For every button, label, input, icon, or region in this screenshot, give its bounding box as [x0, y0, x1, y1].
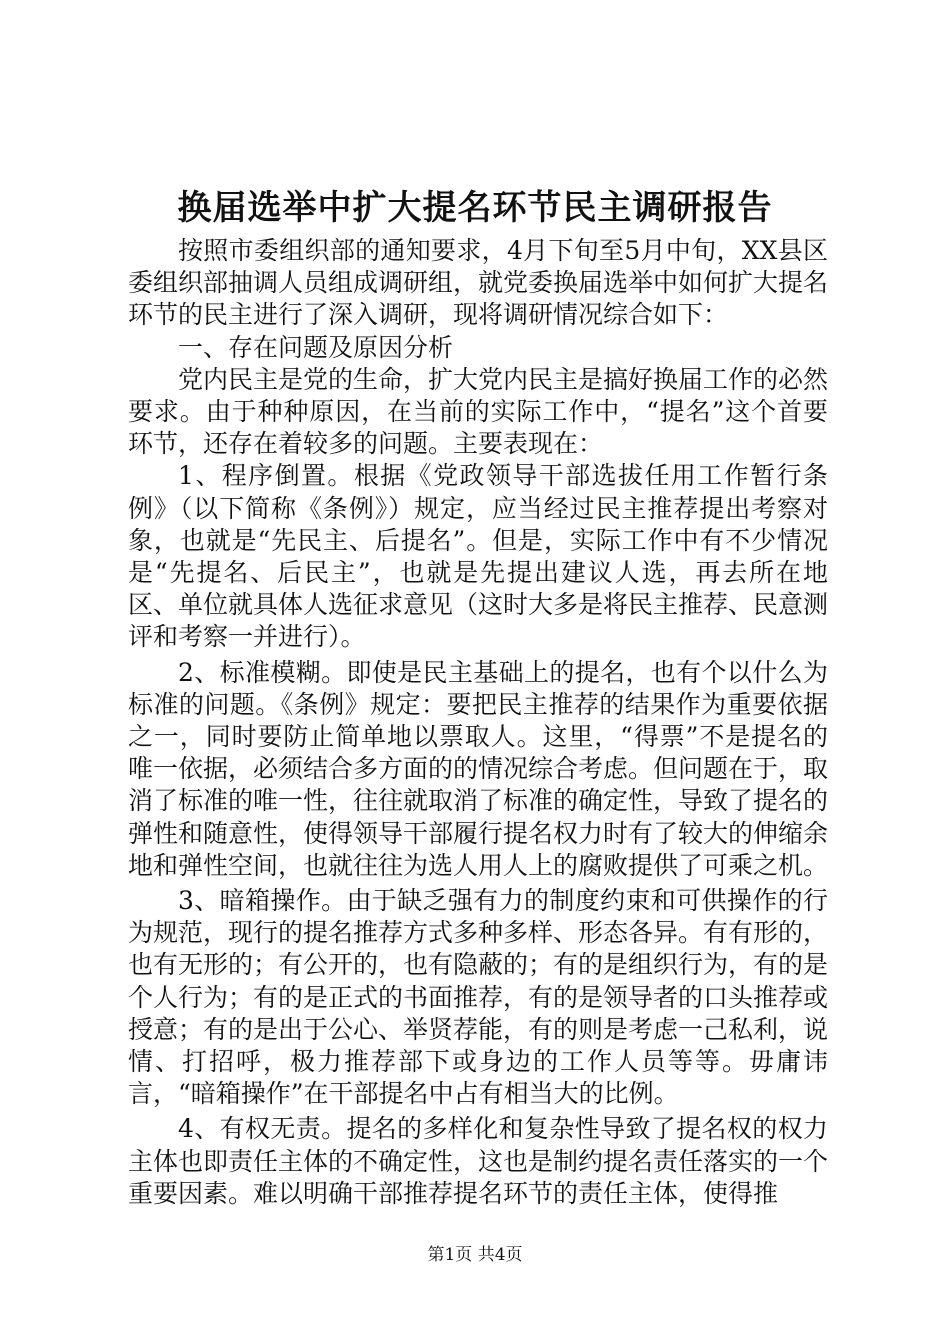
section-heading-1: 一、存在问题及原因分析	[178, 332, 454, 362]
document-body	[128, 235, 828, 1210]
paragraph-point-4: 4、有权无责。提名的多样化和复杂性导致了提名权的权力主体也即责任主体的不确定性，这也是制约提名责任落实的一个重要因素。难以明确干部推荐提名环节的责任主体，使得推	[128, 1114, 829, 1208]
paragraph-party-democracy: 党内民主是党的生命，扩大党内民主是搞好换届工作的必然要求。由于种种原因，在当前的实际工作中，“提名”这个首要环节，还存在着较多的问题。主要表现在：	[128, 364, 829, 459]
page-footer: 第1页 共4页	[427, 1245, 523, 1265]
paragraph-point-2: 2、标准模糊。即使是民主基础上的提名，也有个以什么为标准的问题。《条例》规定：要把民主推荐的结果作为重要依据之一，同时要防止简单地以票取人。这里，“得票”不是提名的唯一依据，必须结合多方面的的情况综合考虑。但问题在于，取消了标准的唯一性，往往就取消了标准的确定性，导致了提名的弹性和随意性，使得领导干部履行提名权力时有了较大的伸缩余地和弹性空间，也就往往为选人用人上的腐败提供了可乘之机。	[128, 657, 829, 880]
paragraph-intro: 按照市委组织部的通知要求，4月下旬至5月中旬，XX县区委组织部抽调人员组成调研组，就党委换届选举中如何扩大提名环节的民主进行了深入调研，现将调研情况综合如下：	[128, 236, 829, 330]
paragraph-point-3: 3、暗箱操作。由于缺乏强有力的制度约束和可供操作的行为规范，现行的提名推荐方式多种多样、形态各异。有有形的，也有无形的；有公开的，也有隐蔽的；有的是组织行为，有的是个人行为；有的是正式的书面推荐，有的是领导者的口头推荐或授意；有的是出于公心、举贤荐能，有的则是考虑一己私利，说情、打招呼，极力推荐部下或身边的工作人员等等。毋庸讳言，“暗箱操作”在干部提名中占有相当大的比例。	[128, 886, 829, 1109]
paragraph-point-1: 1、程序倒置。根据《党政领导干部选拔任用工作暂行条例》（以下简称《条例》）规定，应当经过民主推荐提出考察对象，也就是“先民主、后提名”。但是，实际工作中有不少情况是“先提名、后民主”，也就是先提出建议人选，再去所在地区、单位就具体人选征求意见（这时大多是将民主推荐、民意测评和考察一并进行）。	[128, 461, 829, 652]
document-title: 换届选举中扩大提名环节民主调研报告	[177, 188, 773, 228]
